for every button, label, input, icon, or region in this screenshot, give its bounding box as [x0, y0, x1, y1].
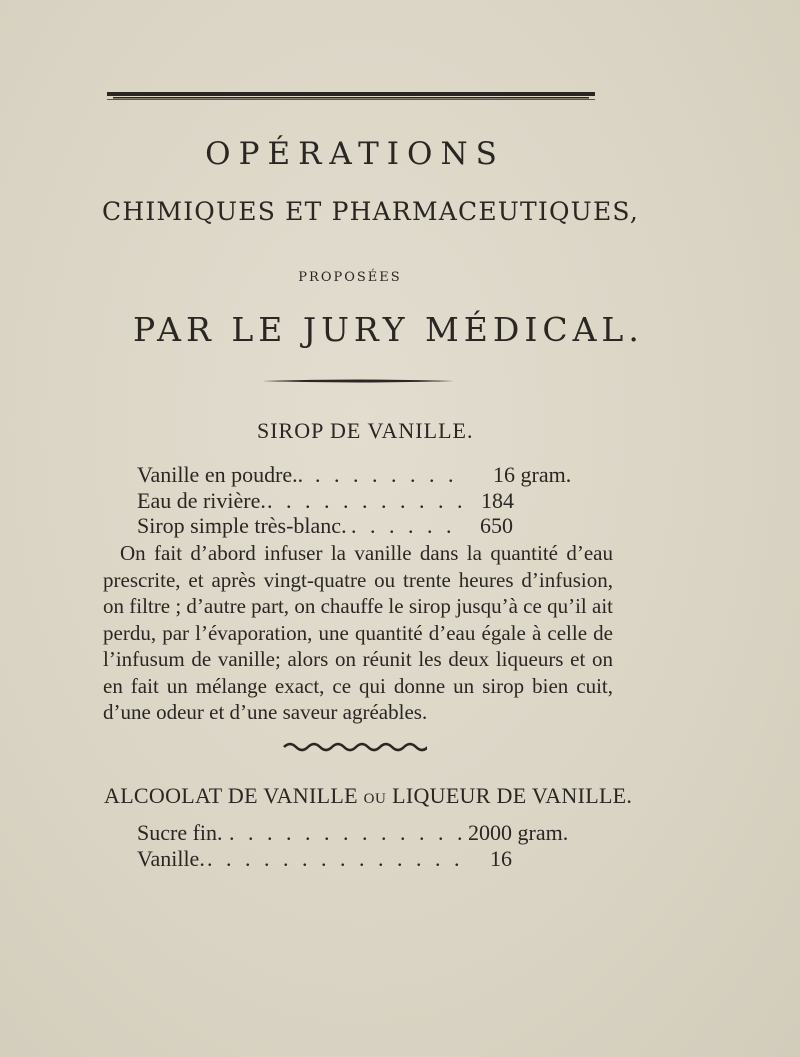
heading-or: OU: [363, 791, 387, 807]
leader-dots: . . . . . . . . . . .: [267, 488, 467, 513]
ingredient-name: Vanille en poudre..: [137, 462, 304, 487]
ingredient-quantity: 2000 gram.: [468, 820, 569, 845]
ingredient-quantity: 184: [481, 488, 514, 513]
page-subtitle: CHIMIQUES ET PHARMACEUTIQUES,: [102, 197, 639, 226]
leader-dots: . . . . . . . . . . . . . .: [207, 846, 464, 871]
section-heading-sirop: SIROP DE VANILLE.: [257, 418, 474, 443]
leader-dots: . . . . . . . . . . . . .: [229, 820, 467, 845]
leader-dots: . . . . . .: [351, 513, 456, 538]
leader-dots: . . . . . . . .: [315, 462, 458, 487]
top-rule: [107, 92, 595, 101]
ingredient-name: Sucre fin.: [137, 820, 223, 845]
ingredient-name: Vanille.: [137, 846, 205, 871]
ingredient-row: [137, 488, 587, 514]
wave-ornament: [282, 740, 427, 752]
ingredient-row: [137, 820, 587, 846]
ingredient-quantity: 16: [490, 846, 512, 871]
ingredient-row: [137, 513, 587, 539]
middle-rule: [262, 378, 454, 384]
title-jury: PAR LE JURY MÉDICAL.: [133, 310, 644, 349]
heading-part-2: LIQUEUR DE VANILLE.: [386, 783, 633, 808]
section-heading-alcoolat: [104, 783, 632, 809]
heading-part-1: ALCOOLAT DE VANILLE: [104, 783, 364, 808]
ingredient-quantity: 650: [480, 513, 513, 538]
ingredient-name: Sirop simple très-blanc.: [137, 513, 347, 538]
title-proposees: PROPOSÉES: [298, 270, 402, 285]
page-title: OPÉRATIONS: [205, 136, 505, 172]
ingredient-row: [137, 846, 587, 872]
ingredient-row: [137, 462, 587, 488]
ingredient-name: Eau de rivière.: [137, 488, 266, 513]
ingredient-quantity: 16 gram.: [493, 462, 572, 487]
body-paragraph: On fait d’abord infuser la vanille dans la quantité d’eau prescrite, et après vingt-quatre ou trente heures d’infusion, on filtre ; d’autre part, on chauffe le sirop jusqu’à ce qu’il ait perdu, par l’évaporation, une quantité d’eau égale à celle de l’infusum de vanille; alors on réunit les deux liqueurs et on en fait un mélange exact, ce qui donne un sirop bien cuit, d’une odeur et d’une saveur agréables.: [103, 541, 613, 724]
